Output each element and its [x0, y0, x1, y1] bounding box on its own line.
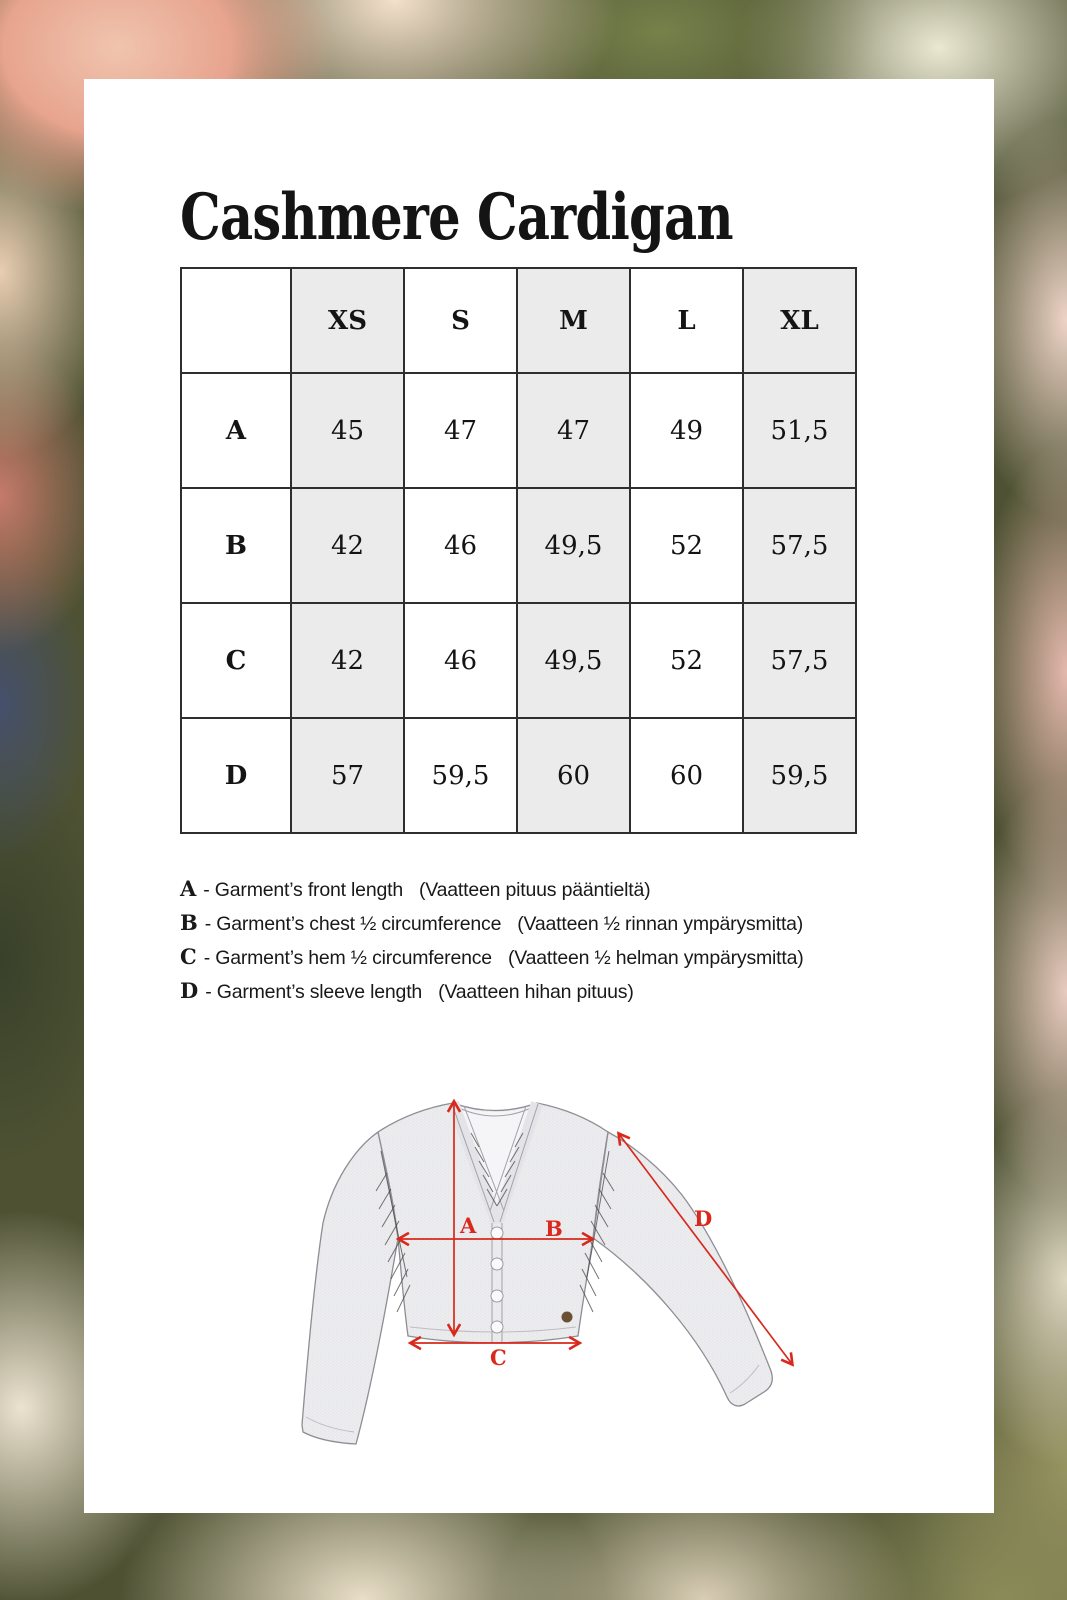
measure-label-d: D: [694, 1206, 713, 1231]
legend-line-d: [180, 978, 804, 1012]
measure-label-a: A: [460, 1213, 477, 1238]
size-cell: 60: [630, 718, 743, 833]
table-row: [181, 718, 856, 833]
legend-text-en: - Garment’s hem ½ circumference: [203, 947, 492, 969]
size-chart-table: [180, 267, 857, 834]
size-cell: 52: [630, 603, 743, 718]
legend-key: A: [180, 876, 197, 901]
legend-line-c: [180, 944, 804, 978]
size-cell: 45: [291, 373, 404, 488]
legend-key: B: [180, 910, 198, 935]
size-guide-card: [84, 79, 994, 1513]
table-row: [181, 603, 856, 718]
legend-text-fi: (Vaatteen ½ helman ympärysmitta): [507, 947, 804, 969]
size-cell: 57,5: [743, 603, 856, 718]
size-cell: 49,5: [517, 603, 630, 718]
legend-text-fi: (Vaatteen pituus pääntieltä): [418, 879, 651, 901]
measure-label-b: B: [545, 1216, 563, 1241]
legend-text-en: - Garment’s sleeve length: [205, 981, 423, 1003]
legend-line-a: [180, 876, 804, 910]
size-cell: 51,5: [743, 373, 856, 488]
legend-line-b: [180, 910, 804, 944]
size-cell: 42: [291, 488, 404, 603]
size-cell: 47: [404, 373, 517, 488]
size-col-header: M: [517, 268, 630, 373]
size-cell: 46: [404, 603, 517, 718]
measure-row-label: A: [181, 373, 291, 488]
size-cell: 52: [630, 488, 743, 603]
table-row: [181, 488, 856, 603]
size-cell: 42: [291, 603, 404, 718]
size-cell: 46: [404, 488, 517, 603]
size-cell: 57: [291, 718, 404, 833]
legend-text-en: - Garment’s chest ½ circumference: [204, 913, 502, 935]
brand-tag-dot: [562, 1312, 573, 1323]
size-cell: 59,5: [743, 718, 856, 833]
table-row: [181, 373, 856, 488]
size-header-row: [181, 268, 856, 373]
size-cell: 59,5: [404, 718, 517, 833]
legend-text-fi: (Vaatteen hihan pituus): [438, 981, 634, 1003]
size-col-header: S: [404, 268, 517, 373]
size-cell: 47: [517, 373, 630, 488]
measure-row-label: B: [181, 488, 291, 603]
legend-text-fi: (Vaatteen ½ rinnan ympärysmitta): [517, 913, 804, 935]
legend-key: C: [180, 944, 197, 969]
measure-row-label: C: [181, 603, 291, 718]
cardigan-sleeve-right: [593, 1132, 772, 1406]
size-cell: 49: [630, 373, 743, 488]
measure-label-c: C: [490, 1345, 507, 1370]
size-col-header: XS: [291, 268, 404, 373]
measurement-legend: [180, 876, 804, 1012]
page-title: Cashmere Cardigan: [180, 179, 733, 255]
size-col-header: XL: [743, 268, 856, 373]
size-cell: 57,5: [743, 488, 856, 603]
size-cell: 49,5: [517, 488, 630, 603]
size-col-header: L: [630, 268, 743, 373]
cardigan-measurement-diagram: [280, 1055, 800, 1485]
legend-key: D: [180, 978, 199, 1003]
legend-text-en: - Garment’s front length: [203, 879, 403, 901]
measure-row-label: D: [181, 718, 291, 833]
corner-cell: [181, 268, 291, 373]
size-cell: 60: [517, 718, 630, 833]
